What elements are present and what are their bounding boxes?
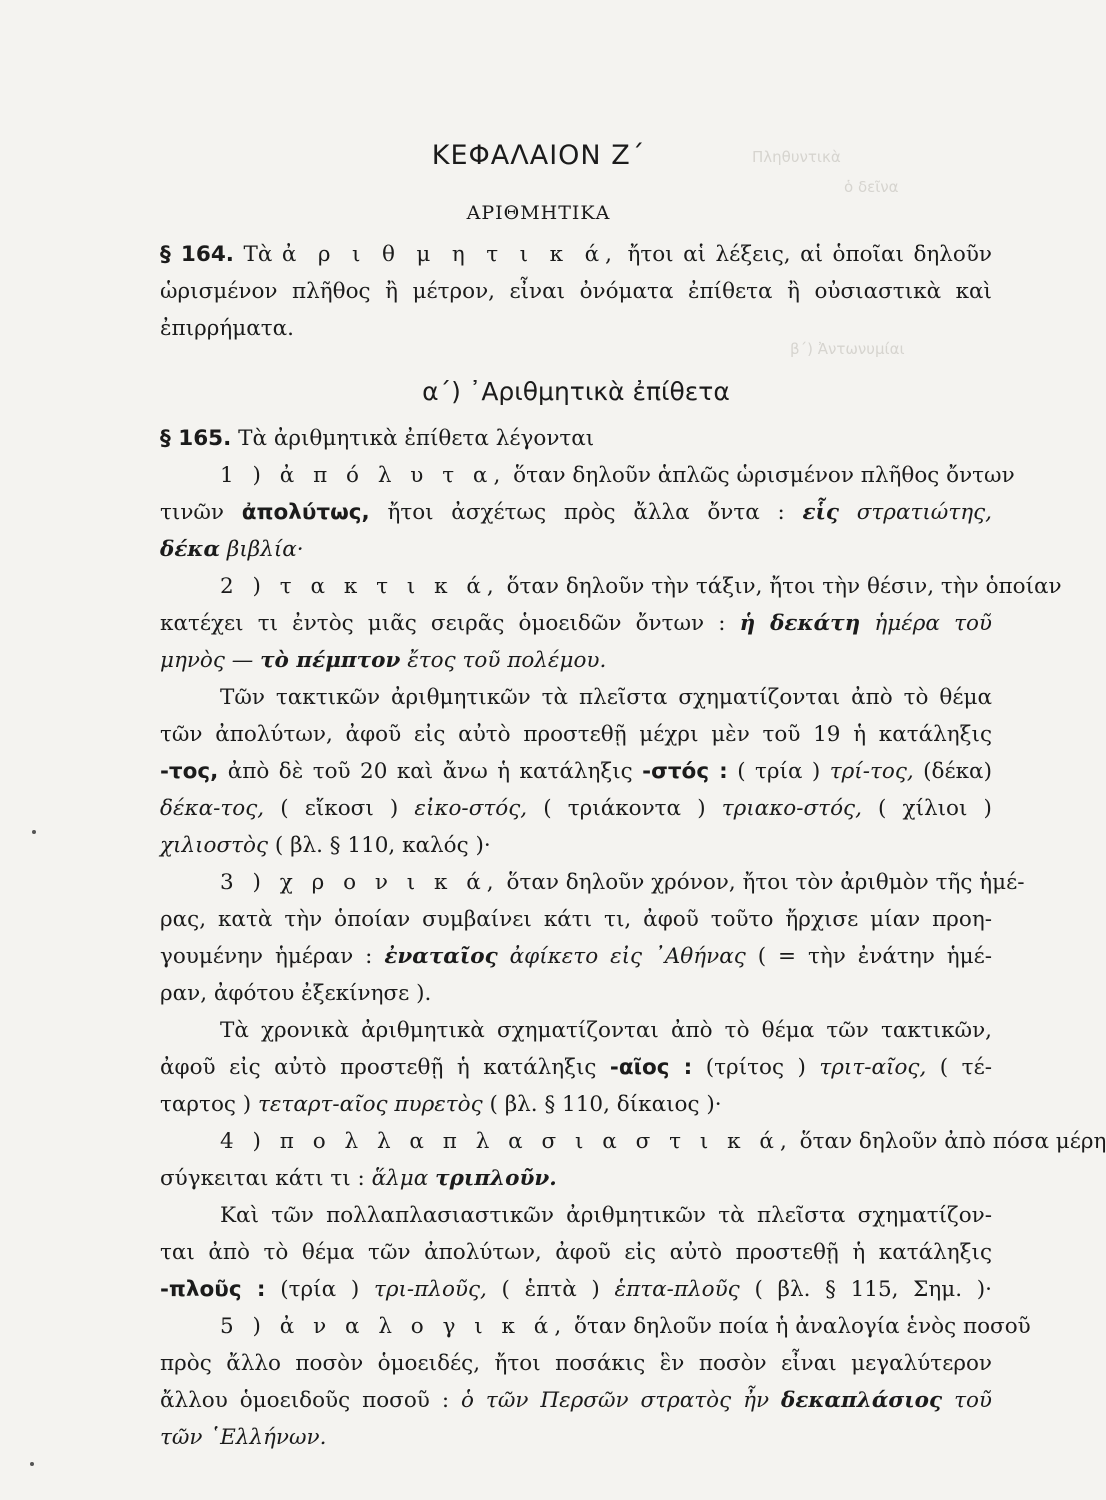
text-line: γουμένην ἡμέραν : ἐναταῖος ἀφίκετο εἰς ᾿Αθήνας ( = τὴν ἐνάτην ἡμέ- [160, 944, 992, 969]
text-line: ἀφοῦ εἰς αὐτὸ προστεθῇ ἡ κατάληξις -αῖος : (τρίτος ) τριτ-αῖος, ( τέ- [160, 1055, 992, 1080]
text-line: ἐπιρρήματα. [160, 316, 294, 341]
text-line: τινῶν ἀπολύτως, ἤτοι ἀσχέτως πρὸς ἄλλα ὄντα : εἷς στρατιώτης, [160, 500, 992, 525]
text-line: μηνὸς — τὸ πέμπτον ἔτος τοῦ πολέμου. [160, 648, 607, 673]
section-number: § 164. [160, 242, 234, 267]
spaced-term: 5 ) ἀ ν α λ ο γ ι κ ά, [220, 1314, 568, 1339]
text-line: 5 ) ἀ ν α λ ο γ ι κ ά, ὅταν δηλοῦν ποία ἡ ἀναλογία ἑνὸς ποσοῦ [220, 1314, 1031, 1339]
text-line: 2 ) τ α κ τ ι κ ά, ὅταν δηλοῦν τὴν τάξιν, ἤτοι τὴν θέσιν, τὴν ὁποίαν [220, 574, 1062, 599]
section-heading: α΄) ᾿Αριθμητικὰ ἐπίθετα [422, 377, 730, 406]
spaced-term: 4 ) π ο λ λ α π λ α σ ι α σ τ ι κ ά, [220, 1129, 793, 1154]
section-165 [160, 420, 1106, 1456]
text-line: Τὰ χρονικὰ ἀριθμητικὰ σχηματίζονται ἀπὸ τὸ θέμα τῶν τακτικῶν, [220, 1018, 992, 1043]
text-line: -τος, ἀπὸ δὲ τοῦ 20 καὶ ἄνω ἡ κατάληξις -στός : ( τρία ) τρί-τος, (δέκα) [160, 759, 992, 784]
text-line: 4 ) π ο λ λ α π λ α σ ι α σ τ ι κ ά, ὅταν δηλοῦν ἀπὸ πόσα μέρη [220, 1129, 1106, 1154]
print-speck [30, 1462, 34, 1466]
section-number: § 165. [160, 426, 232, 451]
text-line: χιλιοστὸς ( βλ. § 110, καλός )· [160, 833, 491, 858]
spaced-term: 3 ) χ ρ ο ν ι κ ά, [220, 870, 500, 895]
text-line: κατέχει τι ἐντὸς μιᾶς σειρᾶς ὁμοειδῶν ὄντων : ἡ δεκάτη ἡμέρα τοῦ [160, 611, 992, 636]
show-through-text: ὁ δεῖνα [844, 178, 899, 196]
text-line: ὡρισμένον πλῆθος ἢ μέτρον, εἶναι ὀνόματα ἐπίθετα ἢ οὐσιαστικὰ καὶ [160, 279, 992, 304]
text-line: Καὶ τῶν πολλαπλασιαστικῶν ἀριθμητικῶν τὰ πλεῖστα σχηματίζον- [220, 1203, 992, 1228]
text-line: πρὸς ἄλλο ποσὸν ὁμοειδές, ἤτοι ποσάκις ἓν ποσὸν εἶναι μεγαλύτερον [160, 1351, 992, 1376]
spaced-term: 1 ) ἀ π ό λ υ τ α, [220, 463, 507, 488]
chapter-title: ΚΕΦΑΛΑΙΟΝ Ζ΄ [431, 140, 646, 171]
text-line: σύγκειται κάτι τι : ἅλμα τριπλοῦν. [160, 1166, 557, 1191]
text-line: -πλοῦς : (τρία ) τρι-πλοῦς, ( ἑπτὰ ) ἑπτα-πλοῦς ( βλ. § 115, Σημ. )· [160, 1277, 993, 1302]
text-line: 3 ) χ ρ ο ν ι κ ά, ὅταν δηλοῦν χρόνον, ἤτοι τὸν ἀριθμὸν τῆς ἡμέ- [220, 870, 1025, 895]
text-line: τῶν ῾Ελλήνων. [160, 1425, 327, 1450]
text-line: § 165. Τὰ ἀριθμητικὰ ἐπίθετα λέγονται [160, 426, 595, 451]
text-line: ταρτος ) τεταρτ-αῖος πυρετὸς ( βλ. § 110, δίκαιος )· [160, 1092, 722, 1117]
text-line: δέκα-τος, ( εἴκοσι ) εἰκο-στός, ( τριάκοντα ) τριακο-στός, ( χίλιοι ) [160, 796, 992, 821]
text-line: ται ἀπὸ τὸ θέμα τῶν ἀπολύτων, ἀφοῦ εἰς αὐτὸ προστεθῇ ἡ κατάληξις [160, 1240, 992, 1265]
show-through-text: Πληθυντικὰ [752, 148, 841, 166]
text-line: ρας, κατὰ τὴν ὁποίαν συμβαίνει κάτι τι, ἀφοῦ τοῦτο ἤρχισε μίαν προη- [160, 907, 992, 932]
text-line: ραν, ἀφότου ἐξεκίνησε ). [160, 981, 432, 1006]
spaced-term: 2 ) τ α κ τ ι κ ά, [220, 574, 500, 599]
text-line: § 164. Τὰ ἀ ρ ι θ μ η τ ι κ ά, ἤτοι αἱ λέξεις, αἱ ὁποῖαι δηλοῦν [160, 242, 992, 267]
text-line: 1 ) ἀ π ό λ υ τ α, ὅταν δηλοῦν ἁπλῶς ὡρισμένον πλῆθος ὄντων [220, 463, 1015, 488]
section-164 [160, 236, 992, 347]
print-speck [32, 830, 36, 834]
spaced-term: ἀ ρ ι θ μ η τ ι κ ά, [281, 242, 618, 267]
text-line: Τῶν τακτικῶν ἀριθμητικῶν τὰ πλεῖστα σχηματίζονται ἀπὸ τὸ θέμα [220, 685, 992, 710]
text-line: δέκα βιβλία· [160, 537, 304, 562]
text-line: τῶν ἀπολύτων, ἀφοῦ εἰς αὐτὸ προστεθῇ μέχρι μὲν τοῦ 19 ἡ κατάληξις [160, 722, 992, 747]
chapter-subtitle: ΑΡΙΘΜΗΤΙΚΑ [466, 202, 611, 224]
show-through-text: β΄) Ἀντωνυμίαι [790, 340, 905, 358]
text-line: ἄλλου ὁμοειδοῦς ποσοῦ : ὁ τῶν Περσῶν στρατὸς ἦν δεκαπλάσιος τοῦ [160, 1388, 992, 1413]
